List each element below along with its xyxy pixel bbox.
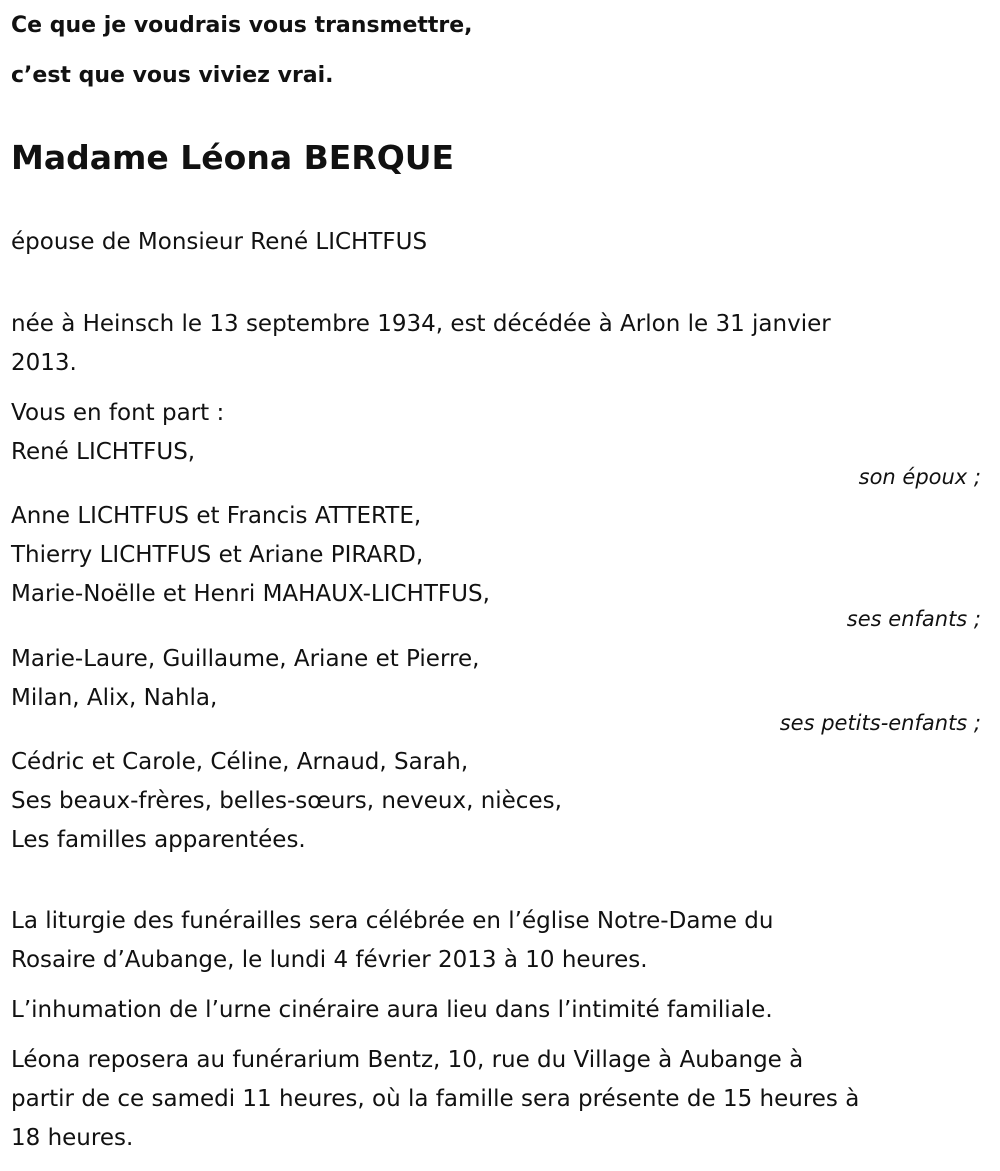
other-relatives-list	[11, 743, 986, 860]
relative-entry: Ses beaux-frères, belles-sœurs, neveux, nièces,	[11, 788, 562, 814]
spouse-role: son époux ;	[858, 465, 981, 489]
grandchildren-role: ses petits-enfants ;	[779, 711, 981, 735]
spouse-name: René LICHTFUS,	[11, 439, 196, 465]
deceased-name: Madame Léona BERQUE	[11, 138, 455, 177]
children-role: ses enfants ;	[846, 607, 981, 631]
burial-paragraph: L’inhumation de l’urne cinéraire aura lieu dans l’intimité familiale.	[11, 997, 773, 1023]
birth-death-line-2: 2013.	[11, 350, 77, 376]
liturgy-line-1: La liturgie des funérailles sera célébrée en l’église Notre-Dame du	[11, 908, 774, 934]
relative-entry: Cédric et Carole, Céline, Arnaud, Sarah,	[11, 749, 469, 775]
rest-line-3: 18 heures.	[11, 1125, 134, 1151]
birth-death-paragraph	[11, 305, 986, 383]
announcement-intro: Vous en font part :	[11, 400, 225, 426]
spouse-line: épouse de Monsieur René LICHTFUS	[11, 229, 428, 255]
child-entry: Thierry LICHTFUS et Ariane PIRARD,	[11, 542, 424, 568]
grandchildren-list	[11, 640, 986, 718]
rest-line-1: Léona reposera au funérarium Bentz, 10, rue du Village à Aubange à	[11, 1047, 804, 1073]
child-entry: Anne LICHTFUS et Francis ATTERTE,	[11, 503, 422, 529]
child-entry: Marie-Noëlle et Henri MAHAUX-LICHTFUS,	[11, 581, 490, 607]
liturgy-paragraph	[11, 902, 986, 980]
grandchild-entry: Milan, Alix, Nahla,	[11, 685, 218, 711]
children-list	[11, 497, 986, 614]
quote-line-1: Ce que je voudrais vous transmettre,	[11, 13, 473, 38]
relative-entry: Les familles apparentées.	[11, 827, 306, 853]
rest-paragraph	[11, 1041, 986, 1158]
birth-death-line-1: née à Heinsch le 13 septembre 1934, est décédée à Arlon le 31 janvier	[11, 311, 831, 337]
rest-line-2: partir de ce samedi 11 heures, où la famille sera présente de 15 heures à	[11, 1086, 860, 1112]
announcement-intro-block	[11, 394, 986, 472]
grandchild-entry: Marie-Laure, Guillaume, Ariane et Pierre,	[11, 646, 480, 672]
liturgy-line-2: Rosaire d’Aubange, le lundi 4 février 2013 à 10 heures.	[11, 947, 648, 973]
quote-line-2: c’est que vous viviez vrai.	[11, 63, 334, 88]
